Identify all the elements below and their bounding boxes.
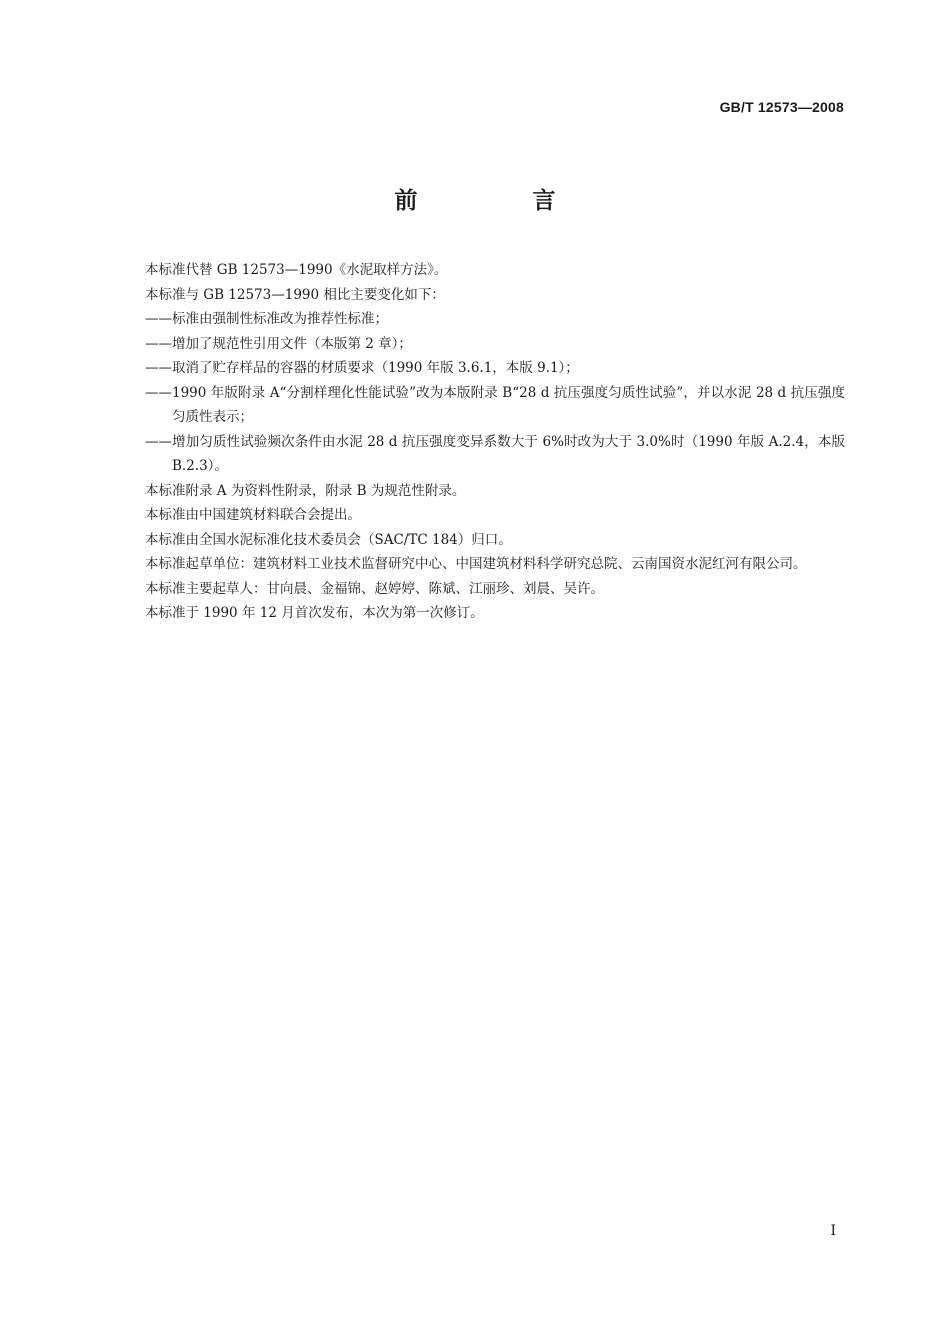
change-item: ——增加了规范性引用文件（本版第 2 章）； bbox=[145, 335, 412, 352]
paragraph-annexes: 本标准附录 A 为资料性附录，附录 B 为规范性附录。 bbox=[145, 482, 466, 499]
paragraph-changes-intro: 本标准与 GB 12573—1990 相比主要变化如下： bbox=[145, 286, 445, 303]
paragraph-proposed-by: 本标准由中国建筑材料联合会提出。 bbox=[145, 507, 361, 523]
paragraph-drafters: 本标准主要起草人：甘向晨、金福锦、赵婷婷、陈斌、江丽珍、刘晨、吴许。 bbox=[145, 580, 604, 597]
page-number: Ⅰ bbox=[830, 1223, 836, 1239]
paragraph-drafting-units: 本标准起草单位：建筑材料工业技术监督研究中心、中国建筑材料科学研究总院、云南国资水泥红河有限公司。 bbox=[145, 556, 807, 572]
paragraph-replaces: 本标准代替 GB 12573—1990《水泥取样方法》。 bbox=[145, 262, 448, 278]
foreword-body bbox=[118, 258, 845, 626]
change-item: ——1990 年版附录 A“分割样理化性能试验”改为本版附录 B“28 d 抗压强度匀质性试验”，并以水泥 28 d 抗压强度匀质性表示； bbox=[145, 384, 845, 425]
change-item: ——增加匀质性试验频次条件由水泥 28 d 抗压强度变异系数大于 6%时改为大于 3.0%时（1990 年版 A.2.4，本版 B.2.3）。 bbox=[145, 433, 845, 474]
paragraph-centralized-by: 本标准由全国水泥标准化技术委员会（SAC/TC 184）归口。 bbox=[145, 531, 512, 548]
paragraph-history: 本标准于 1990 年 12 月首次发布，本次为第一次修订。 bbox=[145, 605, 484, 621]
change-item: ——标准由强制性标准改为推荐性标准； bbox=[145, 311, 388, 327]
standard-code-header: GB/T 12573—2008 bbox=[719, 99, 844, 115]
page-title: 前 言 bbox=[394, 188, 602, 214]
change-item: ——取消了贮存样品的容器的材质要求（1990 年版 3.6.1，本版 9.1）； bbox=[145, 360, 579, 376]
